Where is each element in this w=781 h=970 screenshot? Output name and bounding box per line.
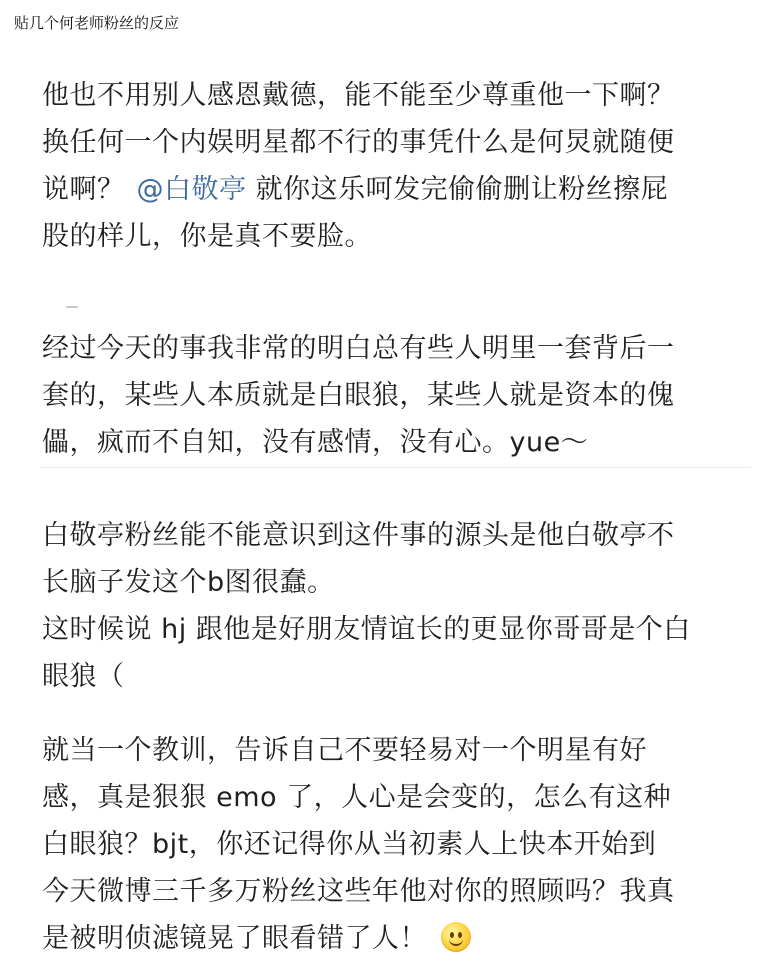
post-2-line-2: 套的，某些人本质就是白眼狼，某些人就是资本的傀	[42, 380, 675, 411]
post-1-line-3-end: 就你这乐呵发完偷偷删让粉丝擦屁	[246, 174, 669, 205]
separator-mark	[66, 306, 78, 308]
post-3-line-2: 长脑子发这个b图很蠢。	[42, 567, 335, 598]
post-4-line-4: 今天微博三千多万粉丝这些年他对你的照顾吗？我真	[42, 876, 675, 907]
post-3-line-1: 白敬亭粉丝能不能意识到这件事的源头是他白敬亭不	[42, 520, 675, 551]
post-2-line-3: 儡，疯而不自知，没有感情，没有心。yue～	[42, 427, 589, 458]
post-4-text	[42, 727, 757, 962]
post-1-text	[42, 72, 757, 260]
post-4-line-3: 白眼狼？bjt，你还记得你从当初素人上快本开始到	[42, 829, 657, 860]
divider	[40, 467, 751, 468]
caption: 贴几个何老师粉丝的反应	[14, 14, 180, 32]
smile-emoji-icon	[441, 922, 471, 952]
post-1-line-3-start: 说啊？	[42, 174, 125, 205]
post-4-line-5	[42, 915, 757, 962]
post-4-line-1: 就当一个教训，告诉自己不要轻易对一个明星有好	[42, 735, 647, 766]
post-1-line-3	[42, 166, 757, 213]
post-4-line-5-text: 是被明侦滤镜晃了眼看错了人！	[42, 923, 427, 954]
post-3-text	[42, 512, 757, 700]
post-1-line-1: 他也不用别人感恩戴德，能不能至少尊重他一下啊？	[42, 80, 675, 111]
post-4-line-2: 感，真是狠狠 emo 了，人心是会变的，怎么有这种	[42, 782, 672, 813]
post-2-text	[42, 325, 757, 466]
post-1-line-2: 换任何一个内娱明星都不行的事凭什么是何炅就随便	[42, 127, 675, 158]
post-3-line-4: 眼狼（	[42, 661, 125, 692]
post-2-line-1: 经过今天的事我非常的明白总有些人明里一套背后一	[42, 333, 675, 364]
post-1-line-4: 股的样儿，你是真不要脸。	[42, 221, 372, 252]
mention-link[interactable]: @白敬亭	[136, 174, 247, 205]
post-3-line-3: 这时候说 hj 跟他是好朋友情谊长的更显你哥哥是个白	[42, 614, 691, 645]
